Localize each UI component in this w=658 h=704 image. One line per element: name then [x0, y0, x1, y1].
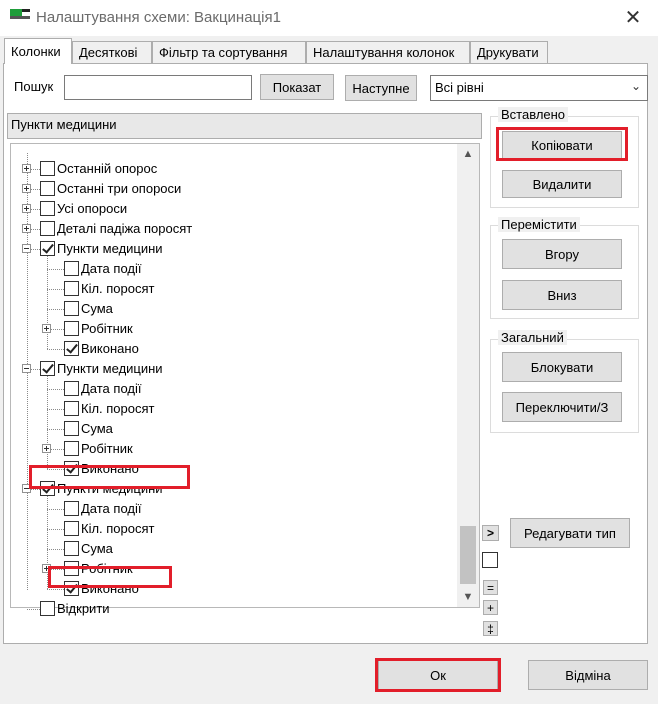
tree-item-label[interactable]: Сума: [81, 301, 113, 316]
chevron-down-icon: ⌄: [630, 79, 641, 93]
move-group-title: Перемістити: [498, 217, 580, 232]
level-select-value: Всі рівні: [435, 80, 484, 95]
tree-item-checkbox[interactable]: [40, 201, 55, 216]
tree-connector-line: [47, 529, 64, 530]
delete-button[interactable]: Видалити: [502, 170, 622, 198]
tree-item-label[interactable]: Останні три опороси: [57, 181, 182, 196]
tree-item-label[interactable]: Виконано: [81, 581, 139, 596]
expand-icon[interactable]: [42, 444, 51, 453]
tree-connector-line: [47, 269, 64, 270]
tree-item-label[interactable]: Робітник: [81, 561, 133, 576]
title-bar: [0, 0, 658, 36]
tree-connector-line: [47, 389, 64, 390]
tree-item-checkbox[interactable]: [64, 321, 79, 336]
tree-item-label[interactable]: Сума: [81, 541, 113, 556]
tree-item-label[interactable]: Пункти медицини: [57, 481, 163, 496]
tree-connector-line: [47, 509, 64, 510]
app-icon: [10, 9, 30, 23]
panel-header: Пункти медицини: [7, 113, 482, 139]
tree-connector-line: [47, 309, 64, 310]
tab-filter-sort[interactable]: Фільтр та сортування: [152, 41, 306, 63]
tree-item-checkbox[interactable]: [40, 481, 55, 496]
window-title: Налаштування схеми: Вакцинація1: [36, 9, 281, 26]
tree-connector-line: [47, 429, 64, 430]
tree-item-checkbox[interactable]: [64, 421, 79, 436]
tree-connector-line: [47, 409, 64, 410]
tab-decimals[interactable]: Десяткові: [72, 41, 152, 63]
move-up-button[interactable]: Вгору: [502, 239, 622, 269]
tree-item-checkbox[interactable]: [64, 281, 79, 296]
tree-item-checkbox[interactable]: [64, 341, 79, 356]
tree-item-label[interactable]: Виконано: [81, 341, 139, 356]
tree-connector-line: [27, 609, 40, 610]
tree-item-label[interactable]: Пункти медицини: [57, 241, 163, 256]
level-select[interactable]: [430, 75, 648, 101]
scroll-up-icon[interactable]: ▲: [462, 148, 474, 160]
tree-item-checkbox[interactable]: [64, 261, 79, 276]
tree-item-checkbox[interactable]: [64, 381, 79, 396]
expand-icon[interactable]: [42, 564, 51, 573]
tree-item-label[interactable]: Пункти медицини: [57, 361, 163, 376]
tree-item-label[interactable]: Виконано: [81, 461, 139, 476]
double-dagger-button[interactable]: ‡: [483, 621, 498, 636]
tree-item-checkbox[interactable]: [64, 581, 79, 596]
tree-item-checkbox[interactable]: [40, 241, 55, 256]
next-button[interactable]: Наступне: [345, 75, 417, 101]
search-label: Пошук: [14, 79, 54, 94]
tree-scrollbar[interactable]: [457, 144, 479, 607]
tree-item-label[interactable]: Кіл. поросят: [81, 281, 155, 296]
tree-item-label[interactable]: Робітник: [81, 321, 133, 336]
collapse-icon[interactable]: [22, 244, 31, 253]
tree-connector-line: [47, 349, 64, 350]
edit-type-button[interactable]: Редагувати тип: [510, 518, 630, 548]
tree-item-checkbox[interactable]: [40, 221, 55, 236]
tree-item-label[interactable]: Відкрити: [57, 601, 110, 616]
expand-icon[interactable]: [42, 324, 51, 333]
toggle-button[interactable]: Переключити/З: [502, 392, 622, 422]
general-group-title: Загальний: [498, 330, 567, 345]
expand-icon[interactable]: [22, 224, 31, 233]
collapse-icon[interactable]: [22, 364, 31, 373]
scroll-down-icon[interactable]: ▼: [462, 591, 474, 603]
expand-arrow-button[interactable]: >: [482, 525, 499, 541]
tree-item-label[interactable]: Сума: [81, 421, 113, 436]
tree-item-label[interactable]: Дата події: [81, 261, 142, 276]
tree-item-checkbox[interactable]: [64, 301, 79, 316]
close-icon[interactable]: ✕: [624, 7, 642, 29]
equal-button[interactable]: =: [483, 580, 498, 595]
scroll-thumb[interactable]: [460, 526, 476, 584]
tree-item-checkbox[interactable]: [64, 541, 79, 556]
tab-print[interactable]: Друкувати: [470, 41, 548, 63]
tree-item-label[interactable]: Кіл. поросят: [81, 401, 155, 416]
tree-item-label[interactable]: Останній опорос: [57, 161, 158, 176]
add-button[interactable]: +: [483, 600, 498, 615]
tree-item-label[interactable]: Усі опороси: [57, 201, 128, 216]
tree-connector-line: [47, 549, 64, 550]
tree-item-checkbox[interactable]: [64, 561, 79, 576]
tree-item-checkbox[interactable]: [40, 161, 55, 176]
tree-item-checkbox[interactable]: [64, 521, 79, 536]
tree-connector-line: [47, 289, 64, 290]
tree-item-label[interactable]: Дата події: [81, 501, 142, 516]
tree-connector-line: [47, 469, 64, 470]
expand-icon[interactable]: [22, 184, 31, 193]
tree-item-label[interactable]: Кіл. поросят: [81, 521, 155, 536]
tree-item-label[interactable]: Дата події: [81, 381, 142, 396]
collapse-icon[interactable]: [22, 484, 31, 493]
tab-column-settings[interactable]: Налаштування колонок: [306, 41, 470, 63]
move-down-button[interactable]: Вниз: [502, 280, 622, 310]
column-tree[interactable]: [10, 143, 480, 616]
tree-item-checkbox[interactable]: [64, 401, 79, 416]
tree-item-checkbox[interactable]: [64, 461, 79, 476]
expand-icon[interactable]: [22, 204, 31, 213]
side-checkbox[interactable]: [482, 552, 498, 568]
tree-connector-line: [47, 589, 64, 590]
search-input[interactable]: [64, 75, 252, 100]
tree-item-checkbox[interactable]: [64, 441, 79, 456]
tree-item-checkbox[interactable]: [64, 501, 79, 516]
lock-button[interactable]: Блокувати: [502, 352, 622, 382]
tree-item-label[interactable]: Деталі падіжа поросят: [57, 221, 193, 236]
tree-item-label[interactable]: Робітник: [81, 441, 133, 456]
tab-columns[interactable]: Колонки: [4, 38, 72, 64]
tree-item-checkbox[interactable]: [40, 181, 55, 196]
inserted-group-title: Вставлено: [498, 107, 568, 122]
tree-item-checkbox[interactable]: [40, 361, 55, 376]
copy-button[interactable]: Копіювати: [502, 131, 622, 159]
cancel-button[interactable]: Відміна: [528, 660, 648, 690]
show-button[interactable]: Показат: [260, 74, 334, 100]
expand-icon[interactable]: [22, 164, 31, 173]
ok-button[interactable]: Ок: [378, 660, 498, 690]
tree-item-checkbox[interactable]: [40, 601, 55, 616]
